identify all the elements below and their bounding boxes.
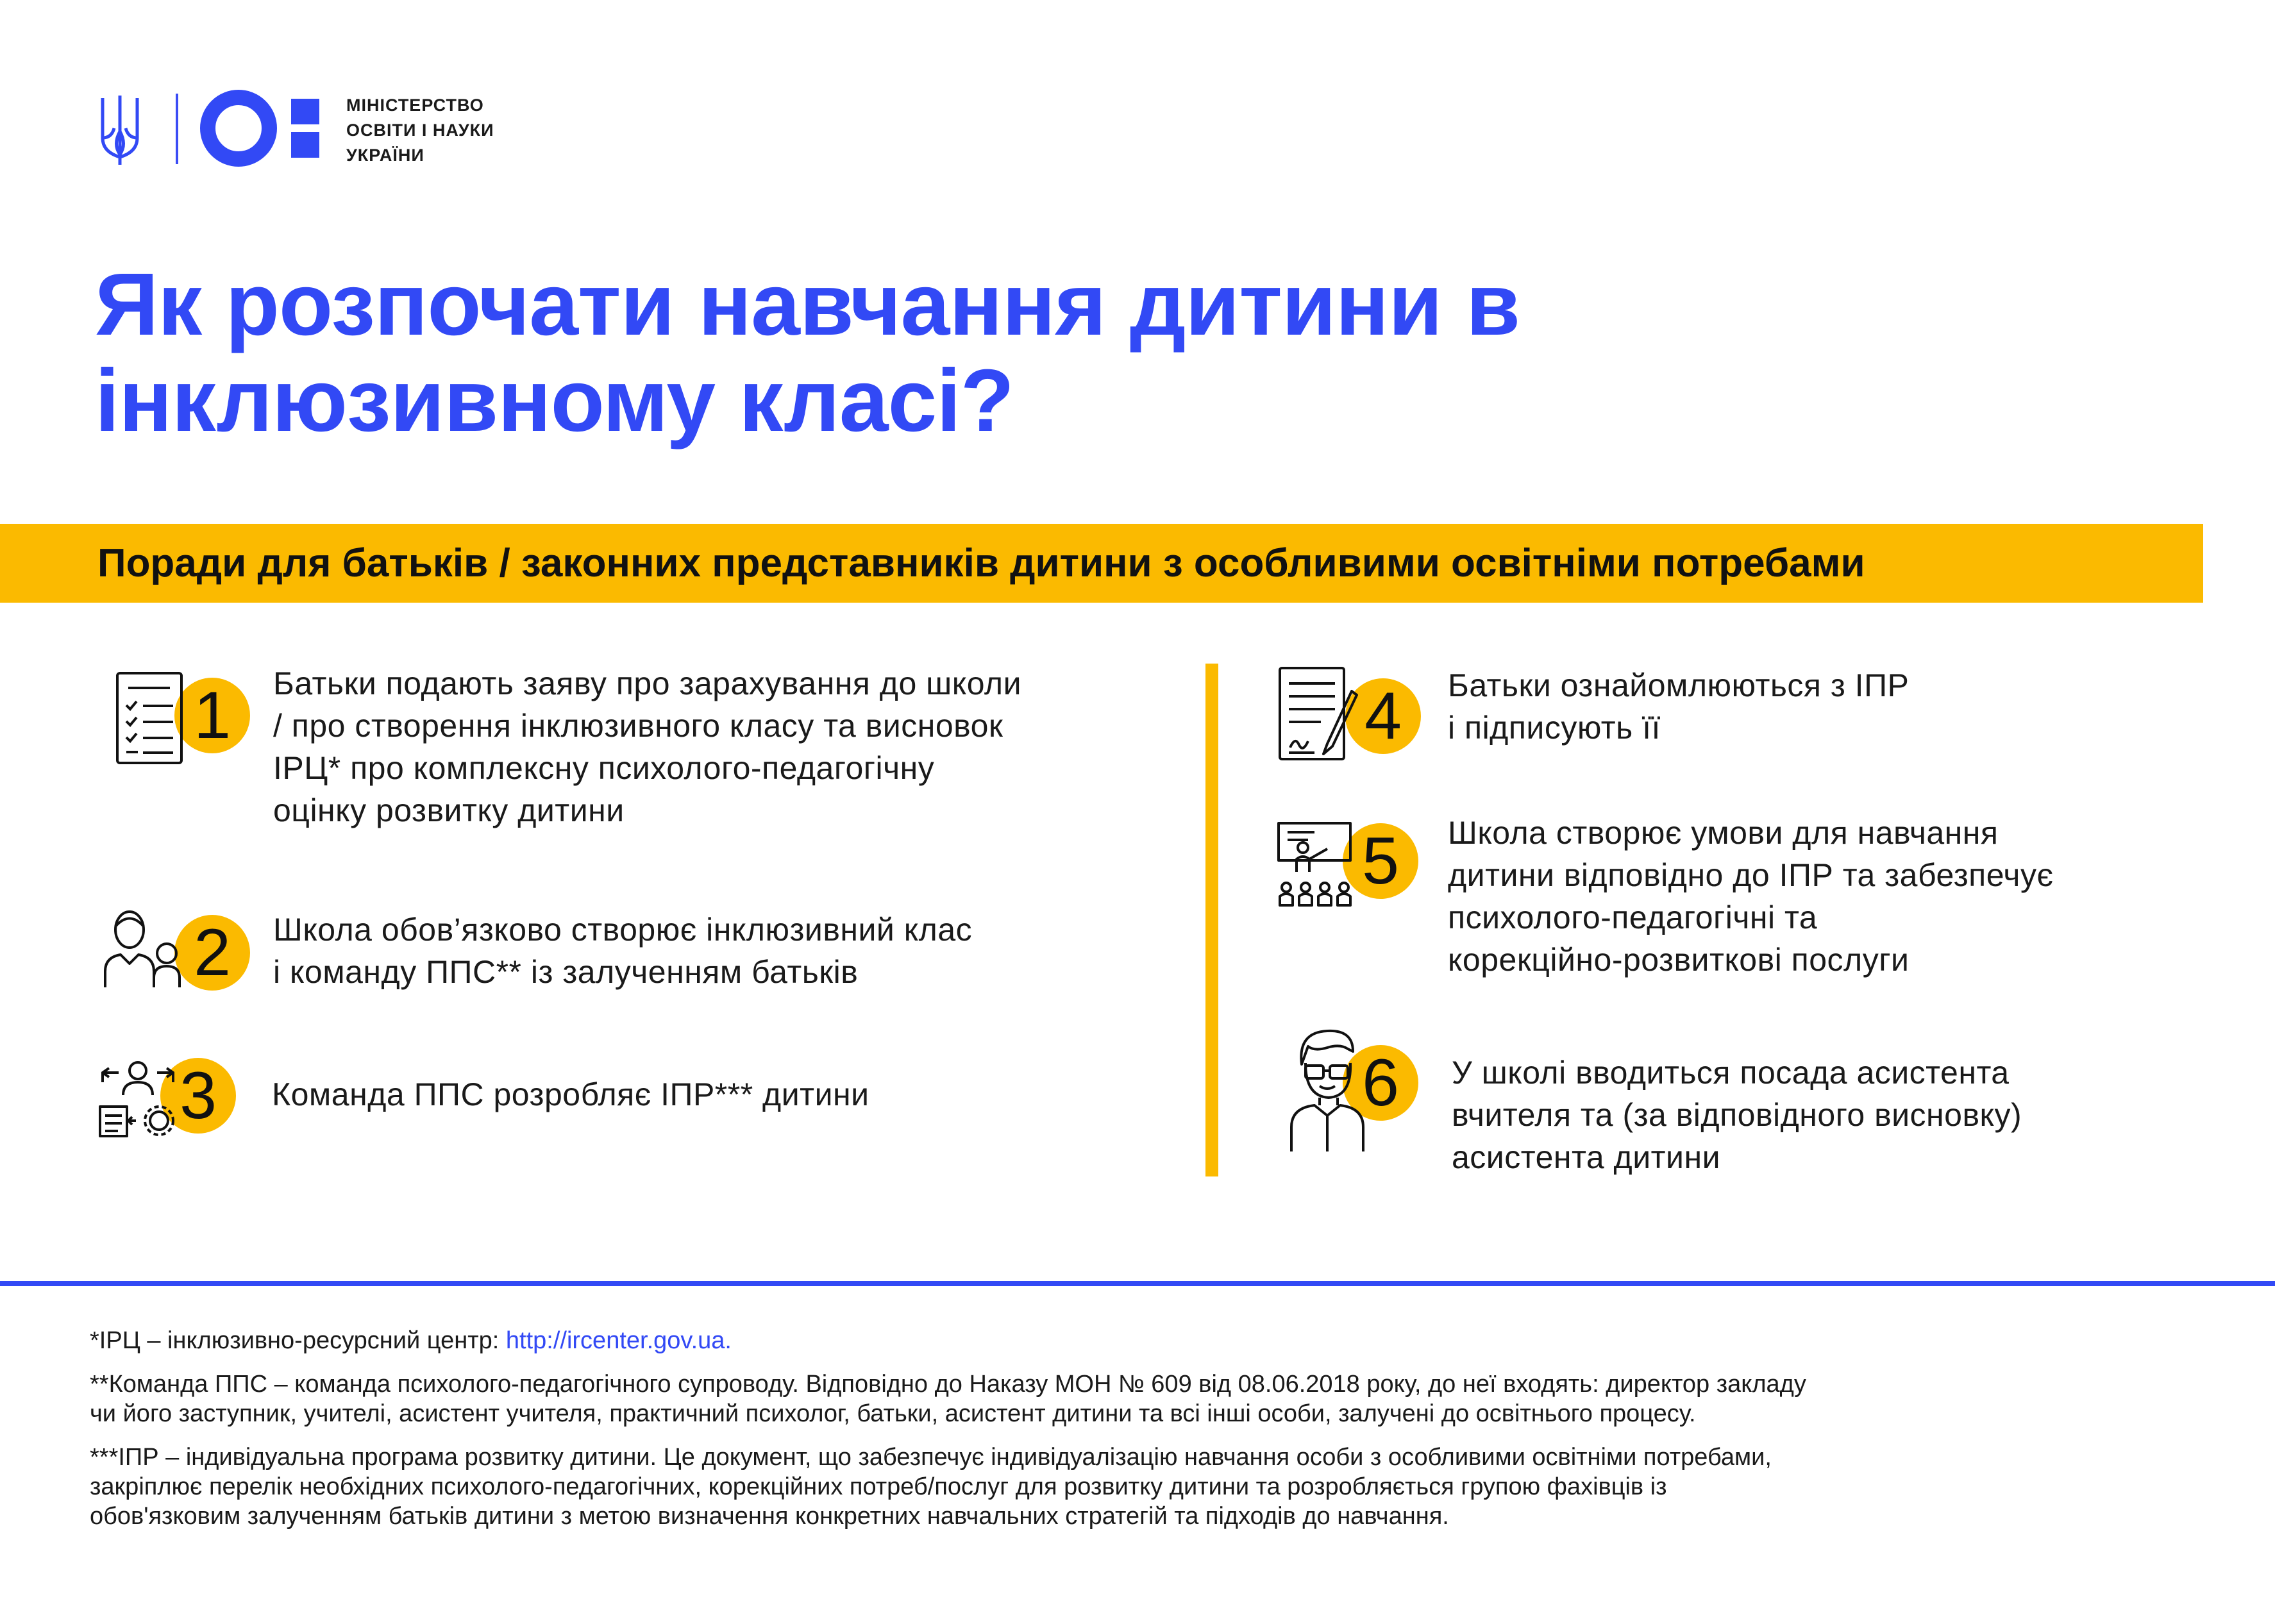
step-line: оцінку розвитку дитини [273,792,625,828]
title-line: інклюзивному класі? [95,351,1014,450]
step-text [1448,664,1909,749]
step-number: 3 [180,1059,217,1133]
step-line: і команду ППС** із залученням батьків [273,954,859,990]
step-text [1448,812,2053,981]
footnote-text: *ІРЦ – інклюзивно-ресурсний центр: [90,1327,506,1354]
step-line: вчителя та (за відповідного висновку) [1452,1097,2022,1133]
step-line: дитини відповідно до ІПР та забезпечує [1448,857,2054,893]
step-text [273,662,1021,832]
ministry-line: ОСВІТИ І НАУКИ [346,121,494,140]
ministry-name [346,93,494,168]
title-line: Як розпочати навчання дитини в [95,255,1520,354]
ministry-line: УКРАЇНИ [346,146,424,165]
footnote-line: **Команда ППС – команда психолого-педагогічного супроводу. Відповідно до Наказу МОН № 609 від 08.06.2018 року, до неї входять: директор закладу [90,1371,1806,1398]
step-number: 5 [1362,824,1399,898]
step-number: 6 [1362,1046,1399,1120]
step-text [272,1073,869,1116]
step-line: ІРЦ* про комплексну психолого-педагогічну [273,750,935,786]
footnote-line: обов'язковим залученням батьків дитини з метою визначення конкретних навчальних стратегій та підходів до навчання. [90,1503,1449,1530]
step-line: і підписують її [1448,710,1661,746]
step-number: 4 [1364,679,1402,753]
logo-divider [176,94,178,164]
footnote-line: чи його заступник, учителі, асистент учителя, практичний психолог, батьки, асистент дитини та всі інші особи, залучені до освітнього процесу. [90,1400,1696,1427]
step-line: Батьки ознайомлюються з ІПР [1448,667,1910,703]
step-number: 1 [194,678,231,753]
footnote-line: закріплює перелік необхідних психолого-педагогічних, корекційних потреб/послуг для розвитку дитини та розробляється групою фахівців із [90,1473,1667,1500]
step-line: психолого-педагогічні та [1448,900,1818,935]
footnotes [90,1326,2206,1545]
step-text [273,908,972,993]
step-line: Батьки подають заяву про зарахування до школи [273,666,1022,701]
step-line: Школа обов’язково створює інклюзивний клас [273,912,973,948]
step-line: / про створення інклюзивного класу та висновок [273,708,1003,744]
banner-text: Поради для батьків / законних представників дитини з особливими освітніми потребами [97,541,1865,585]
column-divider [1205,664,1218,1176]
step-line: асистента дитини [1452,1139,1721,1175]
subtitle-banner [0,524,2203,603]
footnote-ircenter [90,1326,2206,1355]
ircenter-link[interactable]: http://ircenter.gov.ua. [505,1327,732,1354]
step-line: корекційно-розвиткові послуги [1448,942,1910,978]
step-number: 2 [194,916,231,990]
step-line: Команда ППС розробляє ІПР*** дитини [272,1076,869,1112]
mon-logo-icon [200,90,328,167]
footnote-pps [90,1369,2206,1428]
trident-emblem-icon [97,93,142,167]
step-line: У школі вводиться посада асистента [1452,1055,2010,1091]
footnote-ipr [90,1443,2206,1531]
parent-child-icon [103,907,186,991]
step-text [1452,1051,2022,1178]
footer-divider [0,1281,2275,1286]
page-title [95,256,2083,449]
step-line: Школа створює умови для навчання [1448,815,1999,851]
footnote-line: ***ІПР – індивідуальна програма розвитку дитини. Це документ, що забезпечує індивідуалізацію навчання особи з особливими освітніми потребами, [90,1444,1772,1471]
ministry-line: МІНІСТЕРСТВО [346,96,484,115]
